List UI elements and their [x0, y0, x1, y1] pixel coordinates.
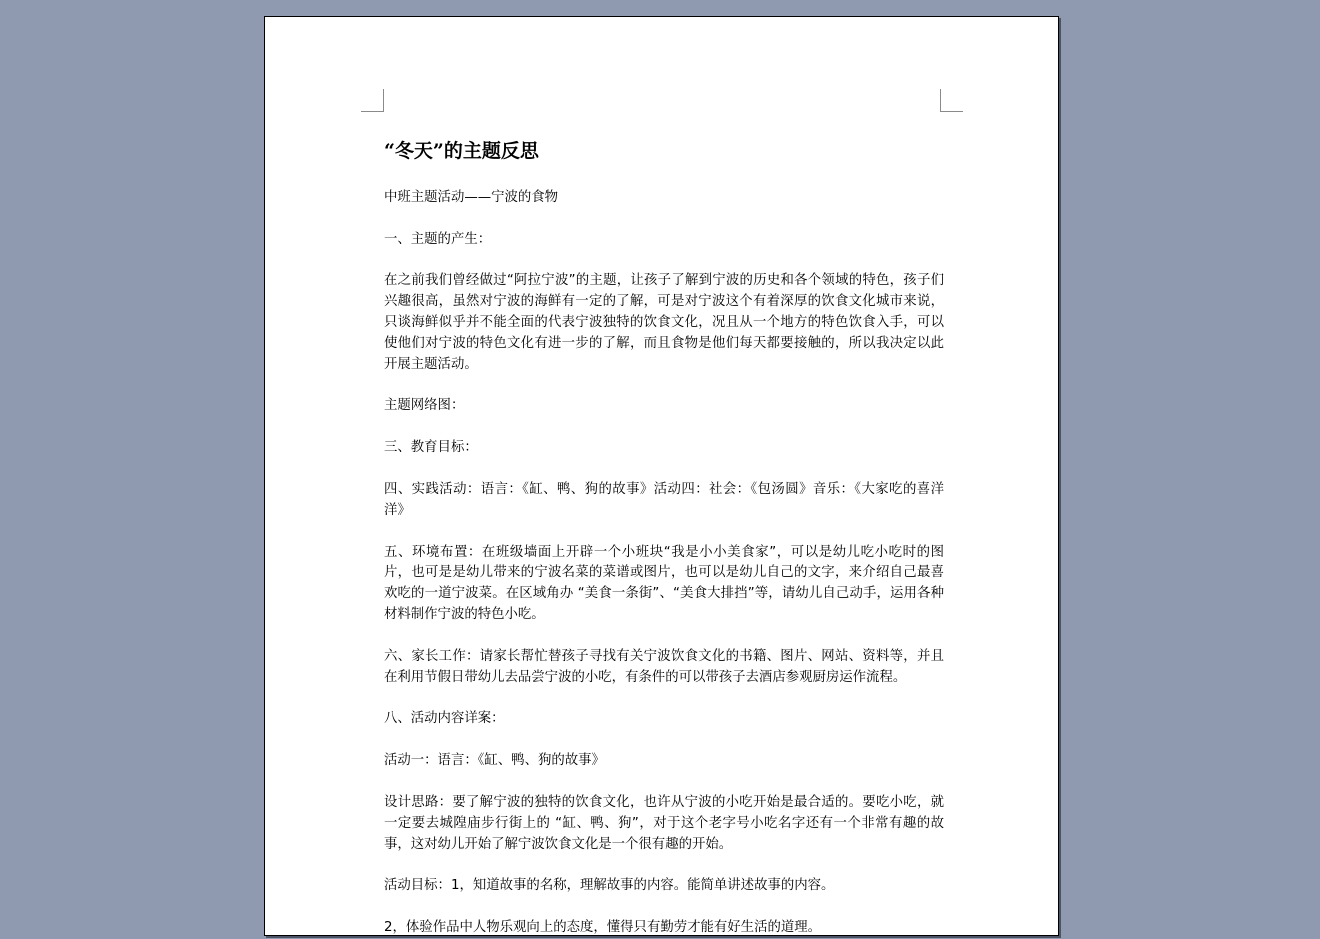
paragraph: 主题网络图：: [384, 398, 465, 414]
paragraph: 设计思路：要了解宁波的独特的饮食文化，也许从宁波的小吃开始是最合适的。要吃小吃，就一定要去城隍庙步行街上的 “缸、鸭、狗”，对于这个老字号小吃名字还有一个非常有趣的故事，这对幼儿开始了解宁波饮食文化是一个很有趣的开始。: [384, 794, 944, 852]
paragraph: 2，体验作品中人物乐观向上的态度，懂得只有勤劳才能有好生活的道理。: [384, 920, 822, 936]
paragraph: 一、主题的产生：: [384, 231, 492, 247]
paragraph: 中班主题活动——宁波的食物: [384, 189, 559, 205]
paragraph: 六、家长工作：请家长帮忙替孩子寻找有关宁波饮食文化的书籍、图片、网站、资料等，并且在利用节假日带幼儿去品尝宁波的小吃，有条件的可以带孩子去酒店参观厨房运作流程。: [384, 648, 944, 685]
paragraph: 在之前我们曾经做过“阿拉宁波”的主题，让孩子了解到宁波的历史和各个领域的特色，孩子们兴趣很高，虽然对宁波的海鲜有一定的了解，可是对宁波这个有着深厚的饮食文化城市来说，只谈海鲜似乎并不能全面的代表宁波独特的饮食文化，况且从一个地方的特色饮食入手，可以使他们对宁波的特色文化有进一步的了解，而且食物是他们每天都要接触的，所以我决定以此开展主题活动。: [384, 273, 944, 372]
document-page[interactable]: [264, 16, 1059, 936]
paragraph: 三、教育目标：: [384, 440, 478, 456]
margin-corner-mark-top-right: [940, 89, 963, 112]
document-body[interactable]: [384, 135, 944, 939]
paragraph: 四、实践活动：语言：《缸、鸭、狗的故事》活动四：社会：《包汤圆》音乐：《大家吃的喜洋洋》: [384, 481, 944, 518]
paragraph: 八、活动内容详案：: [384, 711, 505, 727]
margin-corner-mark-top-left: [361, 89, 384, 112]
paragraph: 活动一：语言：《缸、鸭、狗的故事》: [384, 753, 605, 769]
paragraph: 活动目标：1，知道故事的名称，理解故事的内容。能简单讲述故事的内容。: [384, 878, 835, 894]
paragraph: 五、环境布置：在班级墙面上开辟一个小班块“我是小小美食家”，可以是幼儿吃小吃时的图片，也可是是幼儿带来的宁波名菜的菜谱或图片，也可以是幼儿自己的文字，来介绍自己最喜欢吃的一道宁波菜。在区域角办 “美食一条街”、“美食大排挡”等，请幼儿自己动手，运用各种材料制作宁波的特色小吃。: [384, 544, 944, 622]
document-title: “冬天”的主题反思: [384, 140, 539, 162]
